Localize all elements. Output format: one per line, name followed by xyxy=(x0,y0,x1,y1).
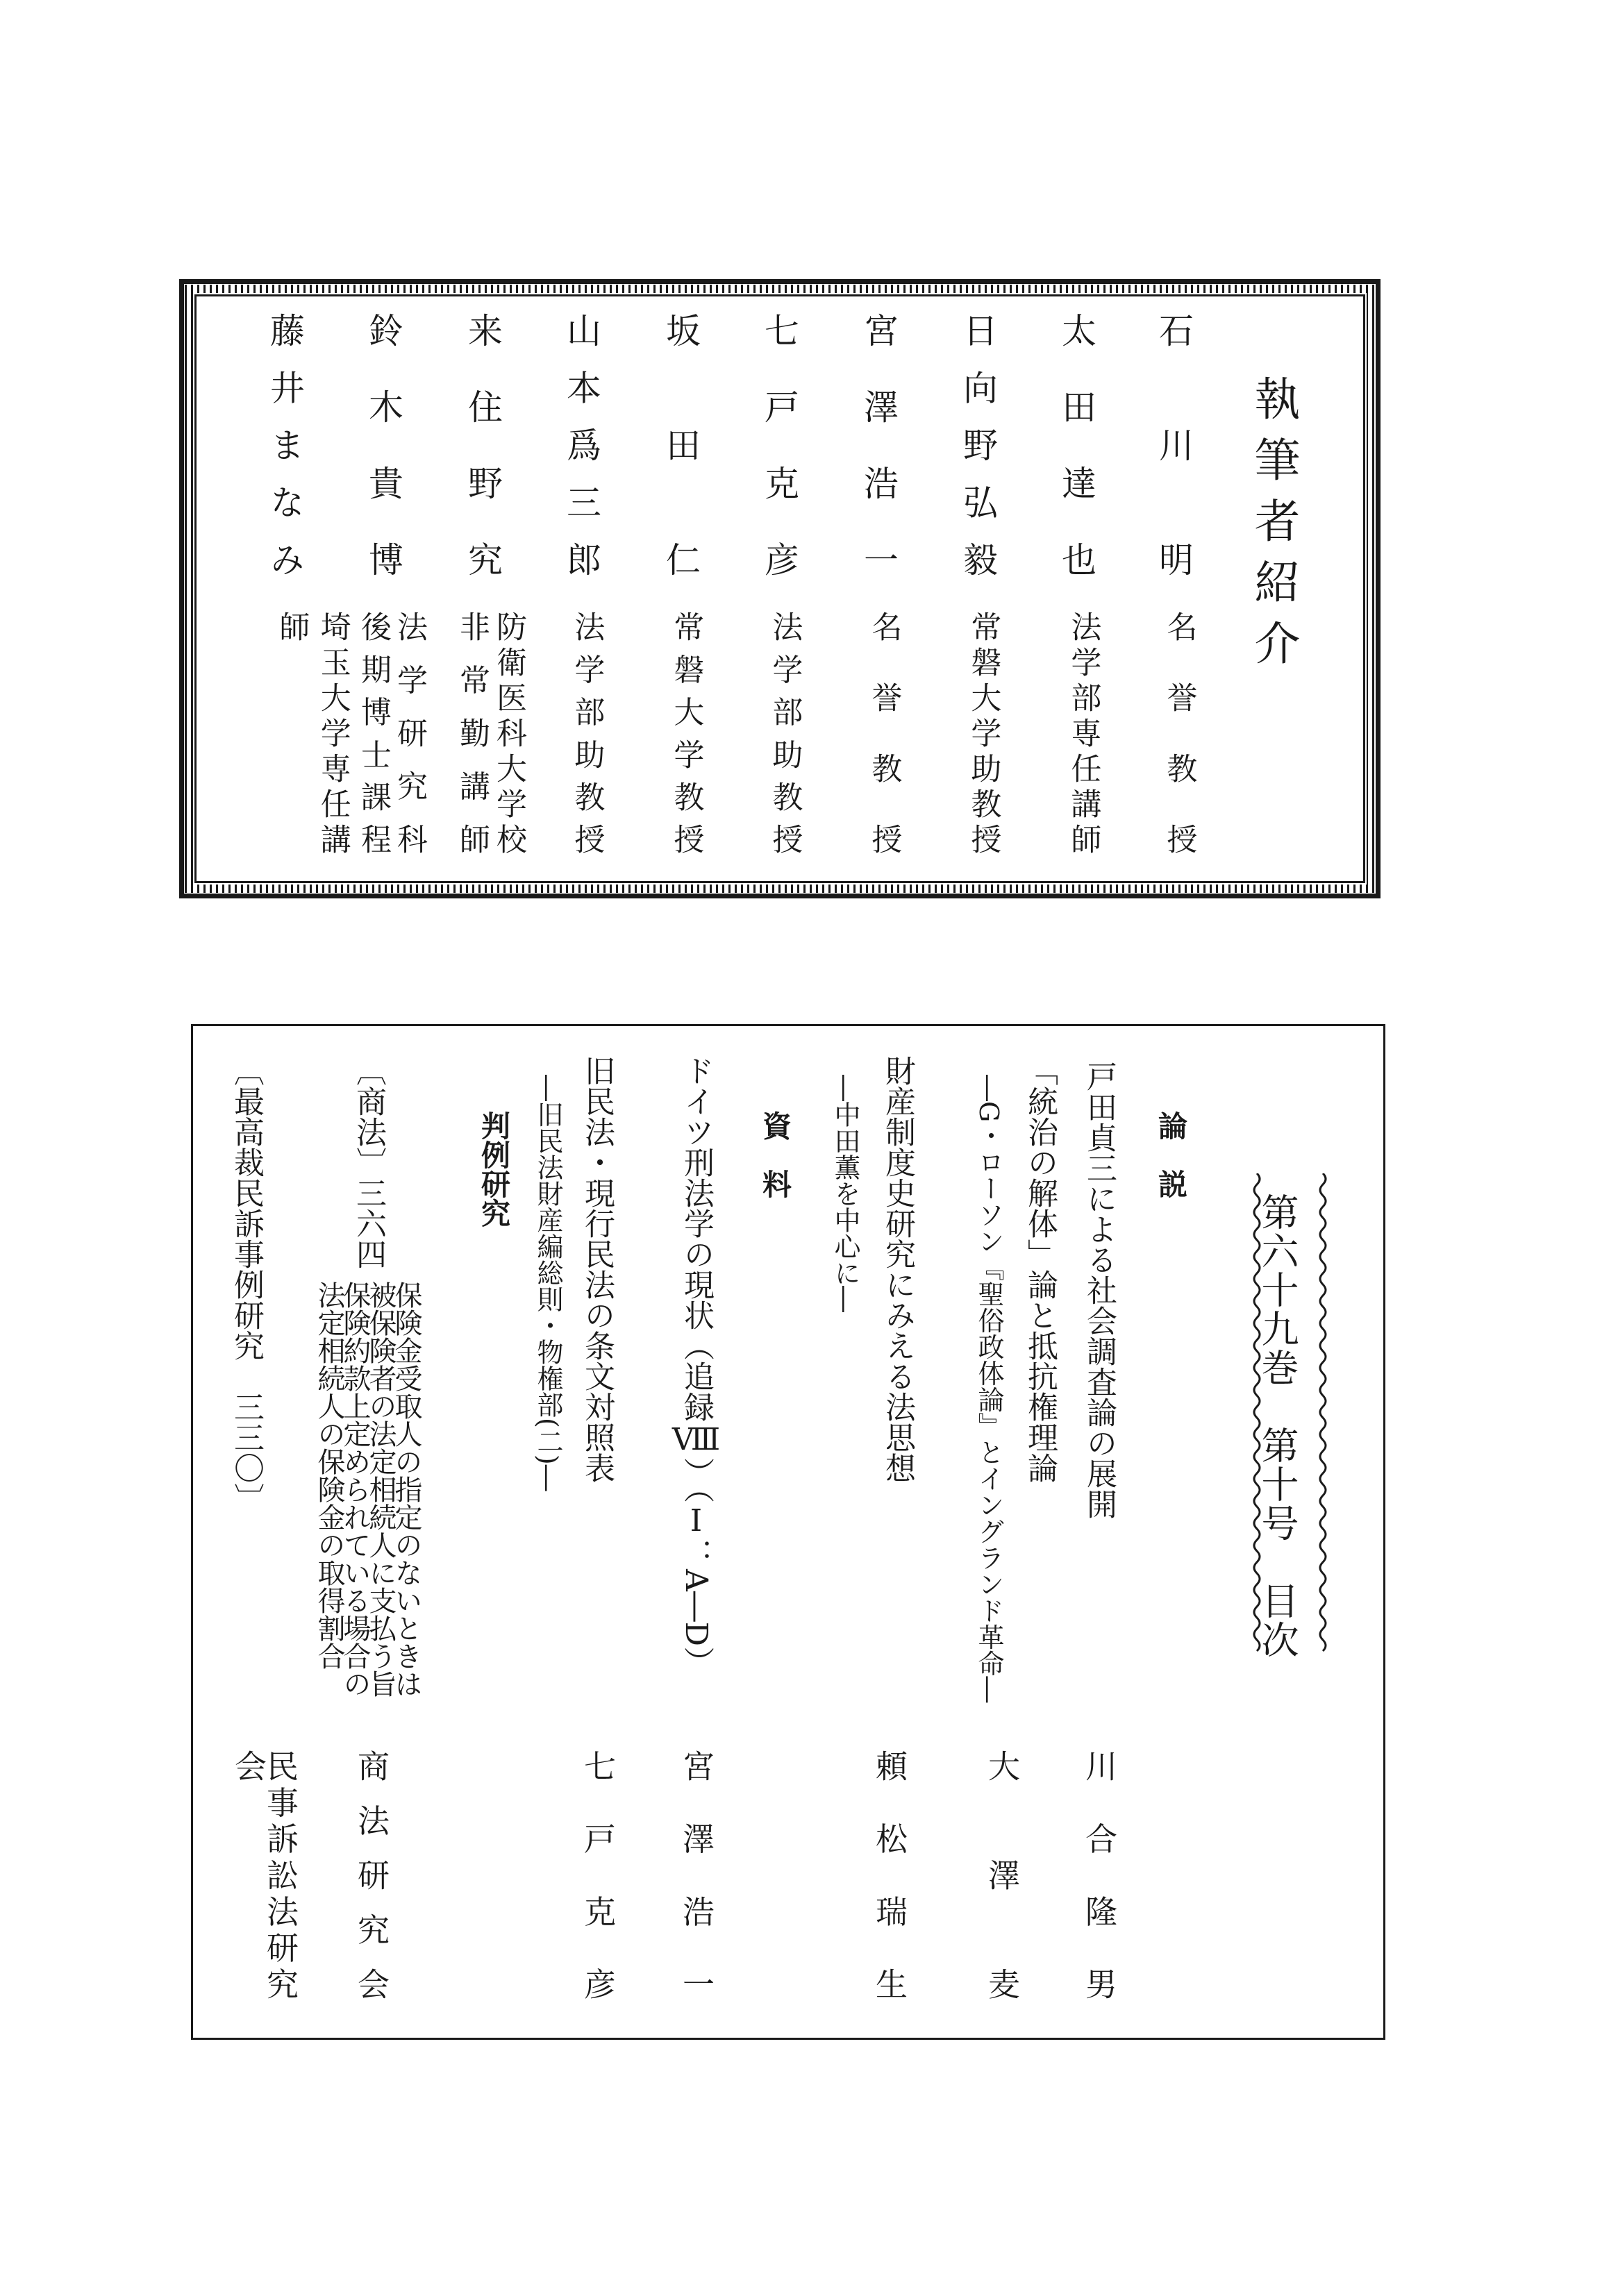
article-title: ドイツ刑法学の現状（追録Ⅷ）（Ⅰ：A―D） xyxy=(678,1055,714,1677)
article-author: 大澤麦 xyxy=(983,1750,1021,2000)
article-title: 戸田貞三による社会調査論の展開 xyxy=(1081,1061,1117,1519)
issue-heading: 第六十九巻 第十号 目次 xyxy=(1256,1193,1299,1659)
article-author: 宮澤浩一 xyxy=(678,1750,715,2000)
author-name: 藤井まなみ xyxy=(265,312,305,576)
article-title: 財産制度史研究にみえる法思想 xyxy=(880,1055,915,1483)
article-title: 旧民法・現行民法の条文対照表 xyxy=(579,1055,615,1483)
section-label: 判例研究 xyxy=(477,1111,511,1227)
author-title: 名誉教授 xyxy=(866,611,902,854)
article-author: 川合隆男 xyxy=(1081,1750,1118,2000)
author-title-line: 非常勤講師 xyxy=(454,611,490,854)
author-title-line: 後期博士課程 xyxy=(356,611,391,854)
article-title: 「統治の解体」論と抵抗権理論 xyxy=(1022,1055,1058,1483)
author-name: 日向野弘毅 xyxy=(958,312,998,576)
author-title: 常磐大学助教授 xyxy=(965,611,1001,854)
article-author: 民事訴訟法研究会 xyxy=(230,1750,299,2000)
author-title: 埼玉大学専任講師 xyxy=(274,611,351,854)
author-title: 法学部専任講師 xyxy=(1065,611,1101,854)
author-title: 常磐大学教授 xyxy=(668,611,704,854)
section-label: 資 料 xyxy=(758,1111,792,1198)
case-summary-line: 法定相続人の保険金の取得割合 xyxy=(313,1281,345,1670)
author-name: 石川明 xyxy=(1153,312,1194,576)
author-name: 七戸克彦 xyxy=(759,312,799,576)
author-name: 来住野究 xyxy=(462,312,503,576)
case-series: 〔最高裁民訴事例研究 三三〇〕 xyxy=(228,1055,264,1514)
author-name: 鈴木貴博 xyxy=(363,312,403,576)
wavy-rule-left xyxy=(1316,1173,1330,1659)
article-author: 商法研究会 xyxy=(353,1750,390,2000)
author-name: 宮澤浩一 xyxy=(858,312,899,576)
author-name: 山本爲三郎 xyxy=(561,312,601,576)
author-name: 太田達也 xyxy=(1056,312,1096,576)
author-title-line: 防衛医科大学校 xyxy=(491,611,526,854)
article-subtitle: ―旧民法財産編総則・物権部(二)― xyxy=(533,1075,563,1491)
author-title: 名誉教授 xyxy=(1161,611,1197,854)
author-name: 坂田仁 xyxy=(660,312,701,576)
case-summary-line: 保険金受取人の指定のないときは xyxy=(390,1281,422,1698)
article-subtitle: ―中田薫を中心に― xyxy=(830,1075,860,1312)
section-label: 論 説 xyxy=(1154,1111,1188,1198)
author-title: 法学部助教授 xyxy=(569,611,605,854)
author-title: 法学部助教授 xyxy=(767,611,803,854)
article-author: 頼松瑞生 xyxy=(871,1750,908,2000)
author-title-line: 法学研究科 xyxy=(392,611,427,854)
article-author: 七戸克彦 xyxy=(579,1750,617,2000)
article-subtitle: ―G・ローソン『聖俗政体論』とイングランド革命― xyxy=(974,1075,1004,1703)
case-category: 〔商法〕三六四 xyxy=(351,1055,386,1269)
case-summary-line: 保険約款上定められている場合の xyxy=(339,1281,371,1698)
authors-section-title: 執筆者紹介 xyxy=(1246,375,1300,680)
case-summary-line: 被保険者の法定相続人に支払う旨 xyxy=(365,1281,397,1698)
